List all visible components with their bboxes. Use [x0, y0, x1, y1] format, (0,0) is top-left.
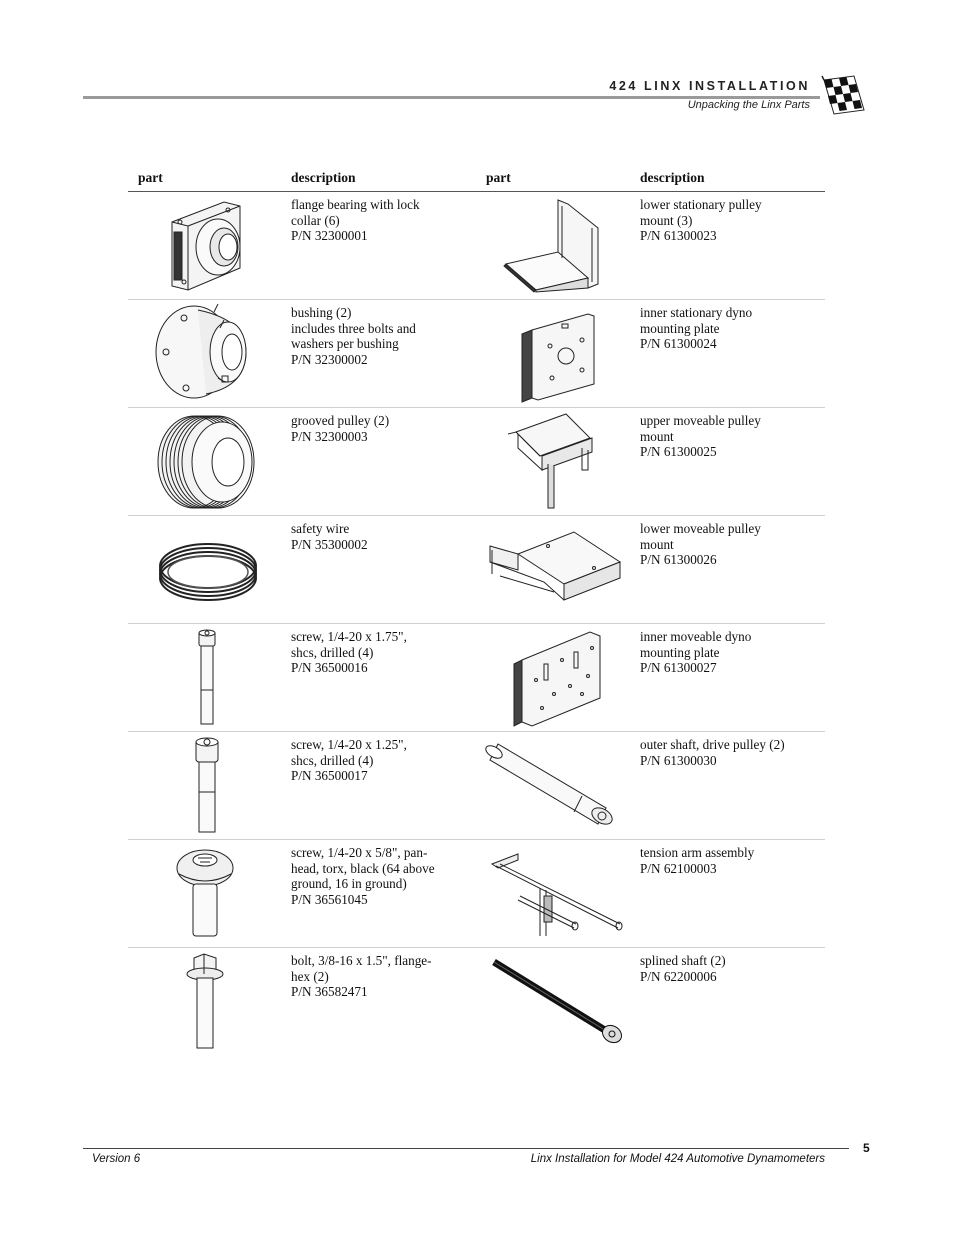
upper-moveable-pulley-mount-icon: [478, 408, 628, 515]
part-description: screw, 1/4-20 x 1.75", shcs, drilled (4) P/N 36500016: [291, 629, 407, 676]
checkered-flag-icon: [820, 74, 868, 118]
part-description: inner moveable dyno mounting plate P/N 61300027: [640, 629, 752, 676]
part-description: splined shaft (2) P/N 62200006: [640, 953, 726, 984]
part-description: lower moveable pulley mount P/N 61300026: [640, 521, 761, 568]
lower-stationary-pulley-mount-icon: [478, 192, 628, 299]
header-description-1: description: [291, 170, 356, 185]
inner-stationary-dyno-plate-icon: [478, 300, 628, 407]
part-description: inner stationary dyno mounting plate P/N 61300024: [640, 305, 753, 352]
screw-medium-icon: [128, 732, 278, 839]
table-row: [128, 624, 825, 732]
footer-rule: [83, 1148, 849, 1149]
flange-bearing-icon: [128, 192, 278, 299]
splined-shaft-icon: [478, 948, 628, 1055]
part-description: bolt, 3/8-16 x 1.5", flange- hex (2) P/N 36582471: [291, 953, 432, 1000]
part-description: screw, 1/4-20 x 5/8", pan- head, torx, black (64 above ground, 16 in ground) P/N 36561045: [291, 845, 435, 907]
part-description: outer shaft, drive pulley (2) P/N 61300030: [640, 737, 785, 768]
inner-moveable-dyno-plate-icon: [478, 624, 628, 731]
part-description: tension arm assembly P/N 62100003: [640, 845, 755, 876]
part-description: flange bearing with lock collar (6) P/N 32300001: [291, 197, 420, 244]
table-row: [128, 300, 825, 408]
header-title: 424 LINX INSTALLATION: [609, 79, 810, 93]
table-row: [128, 948, 825, 1055]
part-description: screw, 1/4-20 x 1.25", shcs, drilled (4) P/N 36500017: [291, 737, 407, 784]
part-description: safety wire P/N 35300002: [291, 521, 368, 552]
table-row: [128, 408, 825, 516]
table-row: [128, 840, 825, 948]
header-subtitle: Unpacking the Linx Parts: [687, 99, 810, 111]
part-description: upper moveable pulley mount P/N 61300025: [640, 413, 761, 460]
part-description: grooved pulley (2) P/N 32300003: [291, 413, 390, 444]
tension-arm-icon: [478, 840, 628, 947]
page-number: 5: [863, 1141, 870, 1155]
outer-shaft-icon: [478, 732, 628, 839]
safety-wire-icon: [128, 516, 278, 623]
parts-table: [128, 164, 825, 1055]
footer-doc-title: Linx Installation for Model 424 Automotive Dynamometers: [530, 1153, 825, 1165]
lower-moveable-pulley-mount-icon: [478, 516, 628, 623]
pan-head-screw-icon: [128, 840, 278, 947]
part-description: lower stationary pulley mount (3) P/N 61300023: [640, 197, 762, 244]
table-row: [128, 516, 825, 624]
header-part-2: part: [486, 170, 511, 185]
flange-hex-bolt-icon: [128, 948, 278, 1055]
header-description-2: description: [640, 170, 705, 185]
table-header: [128, 164, 825, 192]
table-row: [128, 732, 825, 840]
header-part-1: part: [138, 170, 163, 185]
footer-version: Version 6: [92, 1153, 141, 1165]
table-row: [128, 192, 825, 300]
grooved-pulley-icon: [128, 408, 278, 515]
bushing-icon: [128, 300, 278, 407]
part-description: bushing (2) includes three bolts and washers per bushing P/N 32300002: [291, 305, 416, 367]
screw-long-icon: [128, 624, 278, 731]
